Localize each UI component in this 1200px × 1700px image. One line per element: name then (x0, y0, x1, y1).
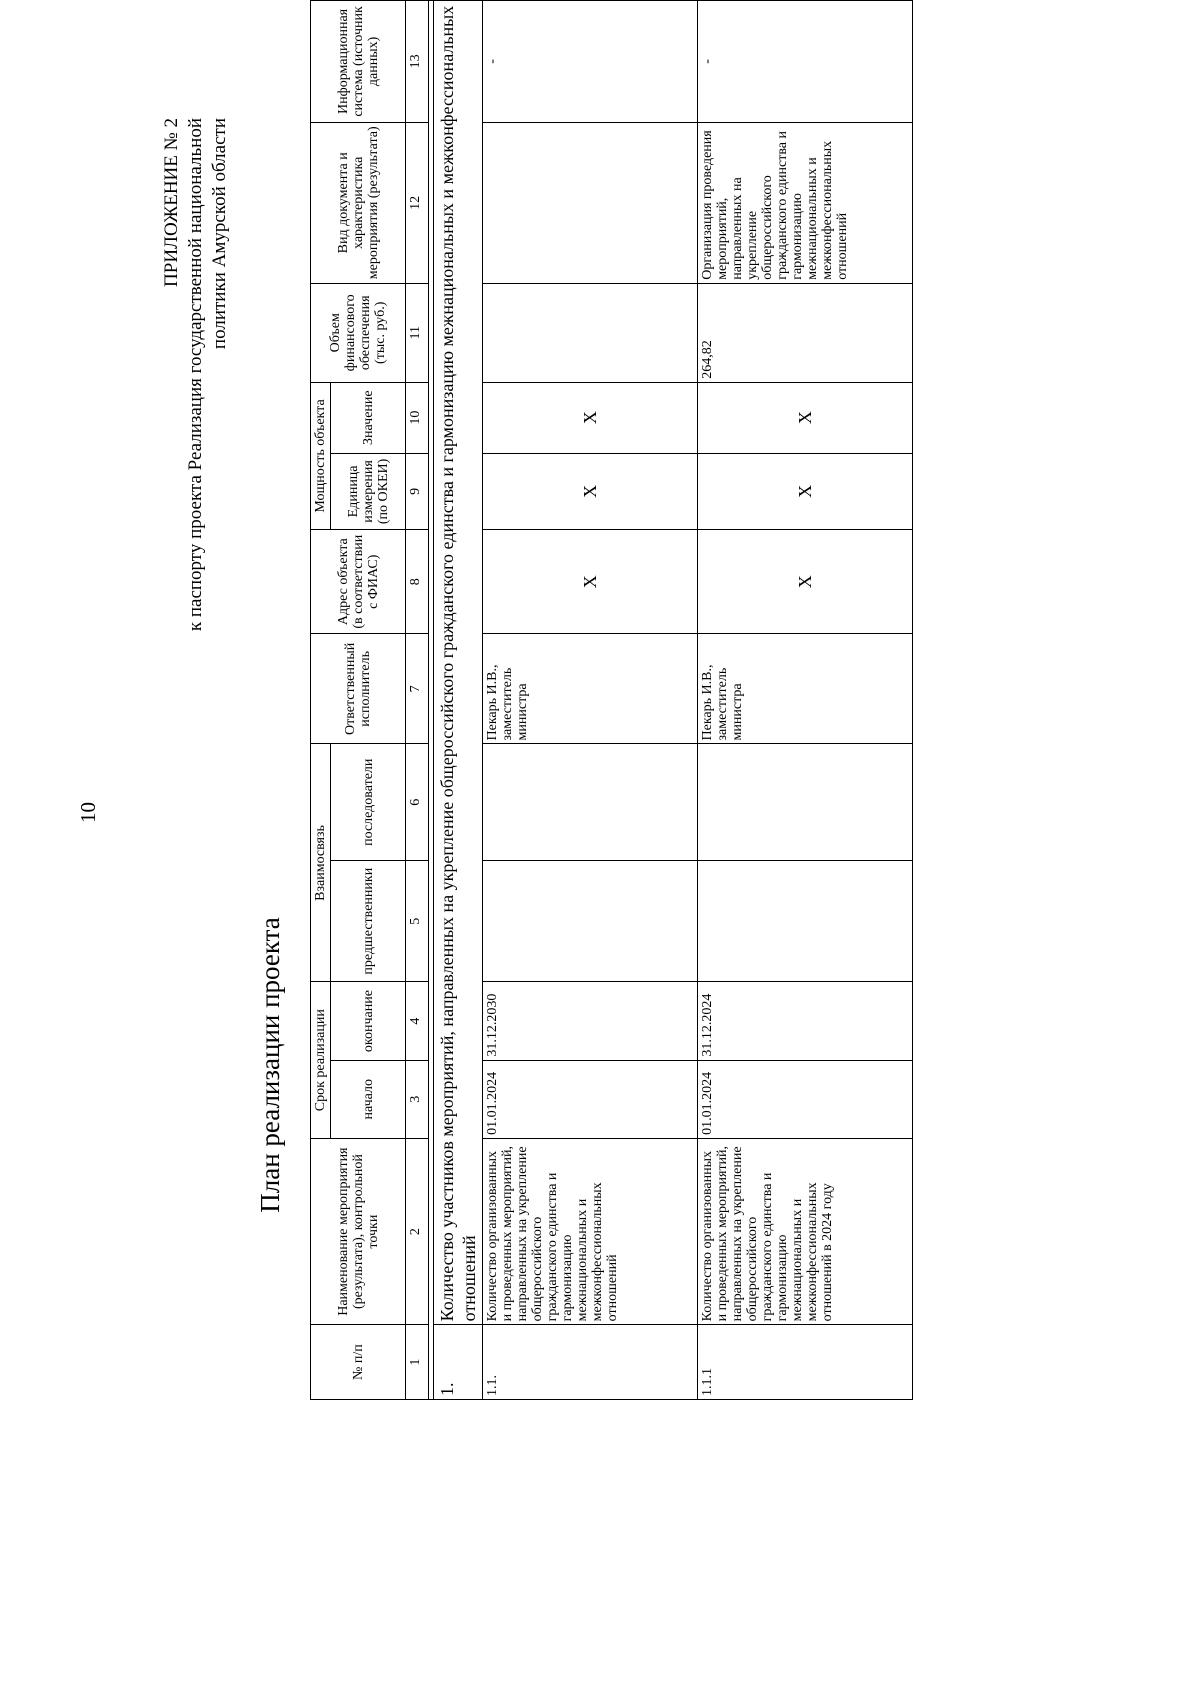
column-number: 13 (406, 1, 429, 123)
header-responsible: Ответственный исполнитель (311, 634, 406, 744)
column-number: 12 (406, 122, 429, 283)
header-unit: Единица измерения (по ОКЕИ) (331, 453, 406, 530)
row-start: 01.01.2024 (483, 1060, 698, 1138)
header-doc: Вид документа и характеристика мероприятия (результата) (311, 122, 406, 283)
section-row (434, 1, 483, 1400)
column-number: 9 (406, 453, 429, 530)
row-address: X (483, 530, 698, 634)
row-end: 31.12.2030 (483, 982, 698, 1060)
row-num: 1.1.1 (698, 1325, 913, 1400)
row-doc: Организация проведения мероприятий, направленных на укрепление общероссийского гражданского единства и гармонизацию межнациональных и межконфессиональных отношений (698, 122, 913, 283)
column-number: 1 (406, 1325, 429, 1400)
column-number: 11 (406, 283, 429, 382)
column-number-row (406, 1, 429, 1400)
header-num: № п/п (311, 1325, 406, 1400)
row-responsible: Пекарь И.В., заместитель министра (483, 634, 698, 744)
row-finance (483, 283, 698, 382)
page-title: План реализации проекта (255, 917, 285, 1213)
row-responsible: Пекарь И.В., заместитель министра (698, 634, 913, 744)
page-number: 10 (76, 802, 100, 823)
row-unit: X (483, 453, 698, 530)
row-doc (483, 122, 698, 283)
column-number: 6 (406, 744, 429, 861)
column-number: 2 (406, 1138, 429, 1324)
column-number: 3 (406, 1060, 429, 1138)
header-value: Значение (331, 382, 406, 453)
row-successors (698, 744, 913, 861)
column-number: 7 (406, 634, 429, 744)
column-number: 10 (406, 382, 429, 453)
header-end: окончание (331, 982, 406, 1060)
table-row (483, 1, 698, 1400)
header-start: начало (331, 1060, 406, 1138)
row-info: - (483, 1, 698, 123)
header-term: Срок реализации (311, 982, 331, 1138)
plan-table (310, 0, 913, 1400)
header-successors: последователи (331, 744, 406, 861)
header-predecessors: предшественники (331, 861, 406, 982)
row-finance: 264,82 (698, 283, 913, 382)
row-name: Количество организованных и проведенных мероприятий, направленных на укрепление общероссийского гражданского единства и гармонизацию межнациональных и межконфессиональных отношений в 2024 году (698, 1138, 913, 1324)
row-info: - (698, 1, 913, 123)
row-predecessors (483, 861, 698, 982)
appendix-line-1: ПРИЛОЖЕНИЕ № 2 (161, 118, 182, 287)
header-relation: Взаимосвязь (311, 744, 331, 982)
row-name: Количество организованных и проведенных мероприятий, направленных на укрепление общероссийского гражданского единства и гармонизацию межнациональных и межконфессиональных отношений (483, 1138, 698, 1324)
appendix-line-3: политики Амурской области (209, 118, 230, 350)
row-unit: X (698, 453, 913, 530)
row-end: 31.12.2024 (698, 982, 913, 1060)
row-successors (483, 744, 698, 861)
row-value: X (698, 382, 913, 453)
row-predecessors (698, 861, 913, 982)
row-address: X (698, 530, 913, 634)
header-info: Информационная система (источник данных) (311, 1, 406, 123)
appendix-header (160, 118, 232, 631)
section-title: Количество участников мероприятий, направленных на укрепление общероссийского гражданского единства и гармонизацию межнациональных и межконфессиональных отношений (434, 1, 483, 1325)
appendix-line-2: к паспорту проекта Реализация государственной национальной (185, 118, 206, 632)
header-name: Наименование мероприятия (результата), контрольной точки (311, 1138, 406, 1324)
row-num: 1.1. (483, 1325, 698, 1400)
header-capacity: Мощность объекта (311, 382, 331, 529)
header-row-1 (311, 1, 331, 1400)
header-finance: Объем финансового обеспечения (тыс. руб.) (311, 283, 406, 382)
row-value: X (483, 382, 698, 453)
section-num: 1. (434, 1325, 483, 1400)
table-row (698, 1, 913, 1400)
column-number: 5 (406, 861, 429, 982)
column-number: 8 (406, 530, 429, 634)
header-address: Адрес объекта (в соответствии с ФИАС) (311, 530, 406, 634)
column-number: 4 (406, 982, 429, 1060)
row-start: 01.01.2024 (698, 1060, 913, 1138)
